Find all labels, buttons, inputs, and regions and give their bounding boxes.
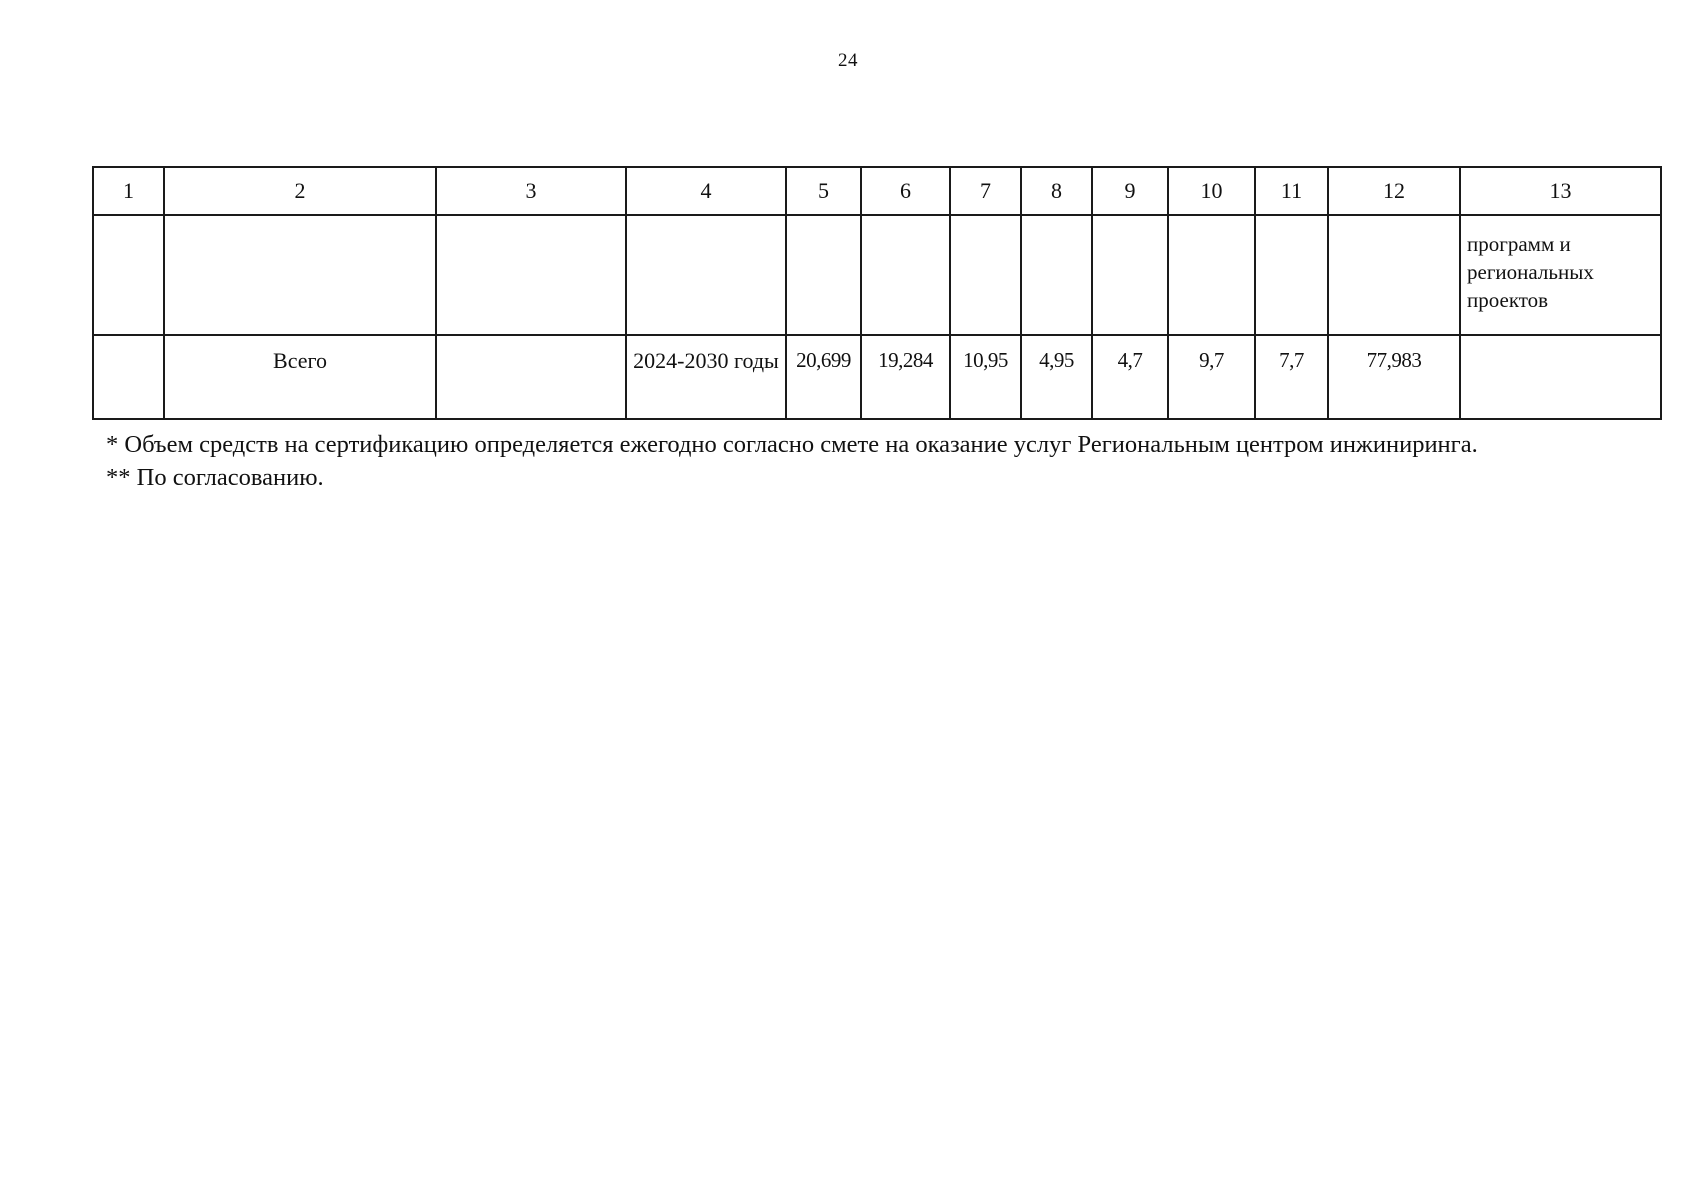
value-cell: 20,699 — [786, 335, 861, 419]
column-header: 13 — [1460, 167, 1661, 215]
table-cell — [1092, 215, 1168, 335]
value-cell: 19,284 — [861, 335, 950, 419]
column-header: 6 — [861, 167, 950, 215]
table-cell — [1460, 335, 1661, 419]
table-cell — [164, 215, 436, 335]
table-cell — [1168, 215, 1255, 335]
column-header: 9 — [1092, 167, 1168, 215]
value-cell: 4,95 — [1021, 335, 1092, 419]
total-label: Всего — [164, 335, 436, 419]
table-cell — [626, 215, 786, 335]
column-header: 8 — [1021, 167, 1092, 215]
column-header: 4 — [626, 167, 786, 215]
page-number: 24 — [838, 50, 858, 71]
column-header: 7 — [950, 167, 1021, 215]
table-cell — [93, 215, 164, 335]
table-cell — [786, 215, 861, 335]
total-value-cell: 77,983 — [1328, 335, 1460, 419]
period-cell: 2024-2030 годы — [626, 335, 786, 419]
table-cell — [1255, 215, 1328, 335]
value-cell: 9,7 — [1168, 335, 1255, 419]
value-cell: 4,7 — [1092, 335, 1168, 419]
table-cell — [950, 215, 1021, 335]
table-cell — [1328, 215, 1460, 335]
column-header: 3 — [436, 167, 626, 215]
value-cell: 10,95 — [950, 335, 1021, 419]
footnote-agreement: ** По согласованию. — [106, 464, 324, 491]
column-header: 1 — [93, 167, 164, 215]
column-header: 12 — [1328, 167, 1460, 215]
table-header-row — [93, 167, 1661, 215]
table-cell — [1021, 215, 1092, 335]
table-cell — [436, 215, 626, 335]
funding-table — [92, 166, 1662, 420]
table-cell — [436, 335, 626, 419]
column-header: 10 — [1168, 167, 1255, 215]
column-header: 11 — [1255, 167, 1328, 215]
footnote-certification: * Объем средств на сертификацию определяется ежегодно согласно смете на оказание услуг Региональным центром инжиниринга. — [106, 431, 1478, 458]
table-cell — [861, 215, 950, 335]
footnotes — [106, 428, 1596, 494]
column-header: 2 — [164, 167, 436, 215]
table-cell-responsible-continuation: программ и региональных проектов — [1460, 215, 1661, 335]
table-cell — [93, 335, 164, 419]
table-row-total — [93, 335, 1661, 419]
column-header: 5 — [786, 167, 861, 215]
table-row-continuation — [93, 215, 1661, 335]
value-cell: 7,7 — [1255, 335, 1328, 419]
